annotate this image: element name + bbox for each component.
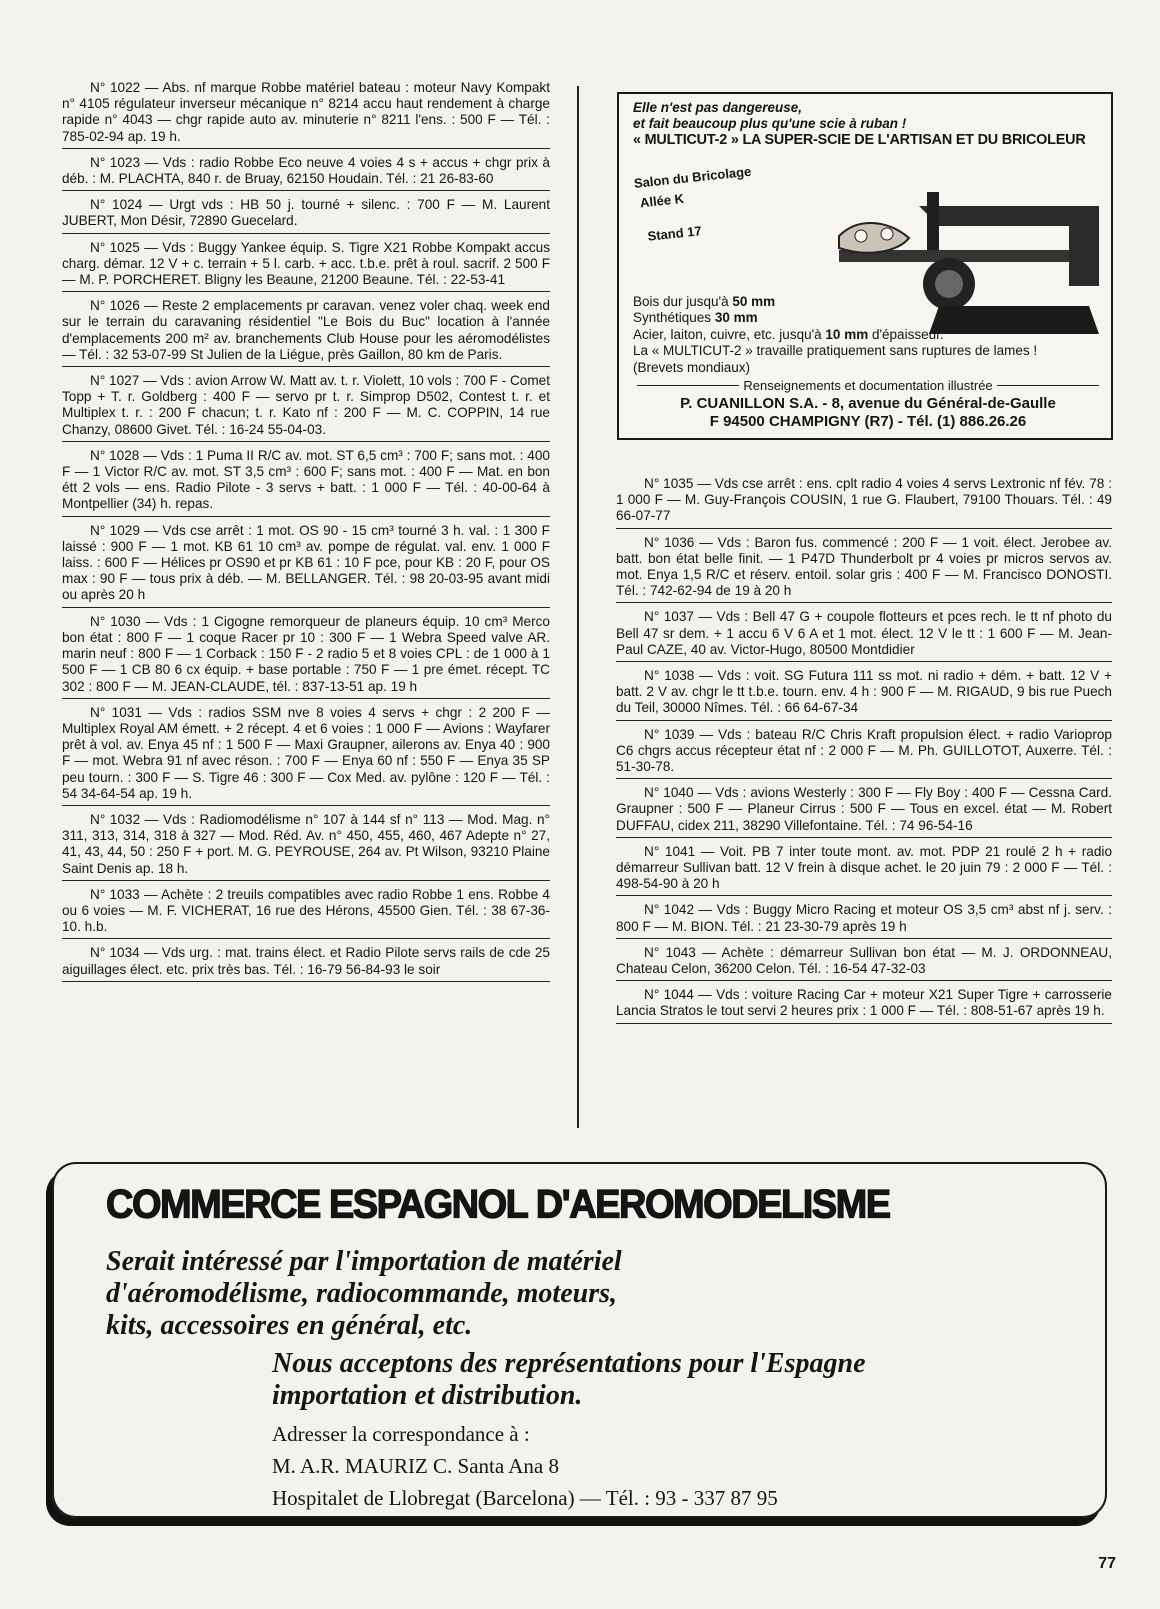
classified-ad: N° 1026 — Reste 2 emplacements pr caravan. venez voler chaq. week end sur le terrain du caravaning résidentiel "Le Bois du Buc" location à l'année d'emplacements 200 m² av. branchements Club House pour les aéromodélistes — Tél. : 32 53-07-99 St Julien de la Liégue, près Gaillon, 80 km de Paris. [62,298,550,367]
classified-ad: N° 1043 — Achète : démarreur Sullivan bon état — M. J. ORDONNEAU, Chateau Celon, 36200 Celon. Tél. : 16-54 47-32-03 [616,945,1112,981]
classified-ad: N° 1037 — Vds : Bell 47 G + coupole flotteurs et pces rech. le tt nf photo du Bell 47 sr dem. + 1 accu 6 V 6 A et 1 mot. élect. 12 V le tt : 1 600 F — M. Jean-Paul CAZE, 40 av. Victor-Hugo, 80500 Montdidier [616,609,1112,662]
headline-line-2: et fait beaucoup plus qu'une scie à ruban ! [633,116,907,131]
intro-line: Serait intéressé par l'importation de matériel [106,1246,622,1277]
classified-ad: N° 1039 — Vds : bateau R/C Chris Kraft propulsion élect. + radio Varioprop C6 chgrs accus récepteur état nf : 2 000 F — M. Ph. GUILLOTOT, Auxerre. Tél. : 51-30-78. [616,727,1112,780]
classified-ad: N° 1028 — Vds : 1 Puma II R/C av. mot. ST 6,5 cm³ : 700 F; sans mot. : 400 F — 1 Victor R/C av. mot. ST 3,5 cm³ : 600 F; sans mot. : 400 F — Mat. en bon étt 2 vols — ens. Radio Pilote - 3 servs + batt. : 1 000 F — Tél. : 40-00-64 à Montpellier (34) h. repas. [62,448,550,517]
salon-aisle: Allée K [639,190,685,211]
rule [637,385,739,387]
headline-line-1: Elle n'est pas dangereuse, [633,100,803,115]
espagnol-intro [106,1246,866,1342]
classified-ad: N° 1034 — Vds urg. : mat. trains élect. et Radio Pilote servs rails de cde 25 aiguillages élect. etc. prix très bas. Tél. : 16-79 56-84-93 le soir [62,945,550,981]
rule [997,385,1099,387]
multicut-headline [633,100,1103,148]
column-divider [577,86,579,1128]
classified-ad: N° 1029 — Vds cse arrêt : 1 mot. OS 90 - 15 cm³ tourné 3 h. val. : 1 300 F laissé : 900 F — 1 mot. KB 61 10 cm³ av. pompe de régulat. val. env. 1 000 F laiss. : 600 F — Hélices pr OS90 et pr KB 61 : 10 F pce, pour KB : 20 F, pour OS max : 90 F — tous prix à déb. — M. BELLANGER. Tél. : 98 20-03-95 avant midi ou après 20 h [62,523,550,608]
info-line [633,378,1103,393]
classified-ad: N° 1024 — Urgt vds : HB 50 j. tourné + silenc. : 700 F — M. Laurent JUBERT, Mon Désir, 72890 Guecelard. [62,197,550,233]
salon-stand: Stand 17 [646,223,703,244]
salon-name: Salon du Bricolage [633,163,752,191]
spec-label: Synthétiques [633,310,715,326]
spec-value: 50 mm [732,294,776,309]
intro-line: kits, accessoires en général, etc. [106,1310,473,1341]
intro-line: d'aéromodélisme, radiocommande, moteurs, [106,1278,617,1309]
spec-value: 10 mm [825,326,869,342]
classified-ad: N° 1038 — Vds : voit. SG Futura 111 ss mot. ni radio + dém. + batt. 12 V + batt. 2 V av. chgr le tt t.b.e. tourn. env. 4 h : 900 F — M. RIGAUD, 9 bis rue Puech du Teil, 30000 Nîmes. Tél. : 66 64-67-34 [616,668,1112,721]
spec-label: Bois dur jusqu'à [633,294,733,309]
classified-ad: N° 1031 — Vds : radios SSM nve 8 voies 4 servs + chgr : 2 200 F — Multiplex Royal AM émett. + 2 récept. 4 et 6 voies : 1 000 F — Avions : Wayfarer prêt à vol. av. Enya 45 nf : 1 500 F — Maxi Graupner, ailerons av. Enya 40 : 900 F — mot. Webra 91 nf avec réson. : 700 F — Enya 60 nf : 550 F — Enya 35 SP peu tourn. : 300 F — S. Tigre 46 : 300 F — Cox Med. av. pylône : 120 F — Tél. : 54 34-64-54 ap. 19 h. [62,705,550,806]
classified-ad: N° 1036 — Vds : Baron fus. commencé : 200 F — 1 voit. élect. Jerobee av. batt. bon état belle finit. — 1 P47D Thunderbolt pr 4 voies pr micros servos av. mot. Enya 1,5 R/C et réserv. entoil. solar gris : 400 F — M. Francisco DONOSTI. Tél. : 742-62-94 de 19 à 20 h [616,535,1112,604]
classified-ad: N° 1027 — Vds : avion Arrow W. Matt av. t. r. Violett, 10 vols : 700 F - Comet Topp + T. r. Goldberg : 400 F — servo pr t. r. Simprop D502, Contest t. r. et Multiplex t. r. : 200 F chacun; t. r. Kato nf : 200 F — M. C. COPPIN, 14 rue Chanzy, 08600 Givet. Tél. : 16-24 55-04-03. [62,373,550,442]
accept-line: importation et distribution. [272,1380,583,1411]
classified-ad: N° 1032 — Vds : Radiomodélisme n° 107 à 144 sf n° 113 — Mod. Mag. n° 311, 313, 314, 318 à 327 — Mod. Réd. Av. n° 450, 455, 460, 467 Adepte n° 27, 41, 43, 44, 50 : 250 F + port. M. G. PEYROUSE, 264 av. Pt Wilson, 93210 Plaine Saint Denis ap. 18 h. [62,812,550,881]
classified-ad: N° 1035 — Vds cse arrêt : ens. cplt radio 4 voies 4 servs Lextronic nf fév. 78 : 1 000 F — M. Guy-François COUSIN, 1 rue G. Flaubert, 79100 Thouars. Tél. : 49 66-07-77 [616,476,1112,529]
multicut-title: « MULTICUT-2 » LA SUPER-SCIE DE L'ARTISAN ET DU BRICOLEUR [633,132,1086,148]
classified-ad: N° 1030 — Vds : 1 Cigogne remorqueur de planeurs équip. 10 cm³ Merco bon état : 800 F — 1 coque Racer pr 10 : 300 F — 1 Webra Speed valve AR. marin neuf : 800 F — 1 Corback : 150 F - 2 radio 5 et 8 voies CPL : de 1 000 à 1 500 F — 1 CB 80 6 cx équip. + base portable : 750 F — 1 pre émet. récept. TC 302 : 800 F — M. JEAN-CLAUDE, tél. : 837-13-51 ap. 19 h [62,614,550,699]
contact-line: M. A.R. MAURIZ C. Santa Ana 8 [272,1454,560,1478]
espagnol-advert [52,1162,1107,1518]
spec-label: Acier, laiton, cuivre, etc. jusqu'à [633,326,826,342]
page-number: 77 [1098,1555,1116,1572]
address-line-1: P. CUANILLON S.A. - 8, avenue du Général-de-Gaulle [680,395,1056,412]
multicut-specs [633,294,1103,376]
address-line-2: F 94500 CHAMPIGNY (R7) - Tél. (1) 886.26.26 [709,413,1027,430]
spec-note: La « MULTICUT-2 » travaille pratiquement sans ruptures de lames ! [633,343,1038,359]
accept-line: Nous acceptons des représentations pour l'Espagne [272,1348,866,1379]
patent-note: (Brevets mondiaux) [633,359,751,375]
contact-line: Adresser la correspondance à : [272,1422,530,1446]
multicut-advert [617,92,1113,440]
espagnol-acceptance [272,1348,1072,1412]
info-label: Renseignements et documentation illustrée [743,378,993,393]
classified-ad: N° 1040 — Vds : avions Westerly : 300 F — Fly Boy : 400 F — Cessna Card. Graupner : 500 F — Planeur Cirrus : 500 F — Tous en excel. état — M. Robert DUFFAU, cidex 211, 38290 Villefontaine. Tél. : 74 96-54-16 [616,785,1112,838]
classified-ad: N° 1044 — Vds : voiture Racing Car + moteur X21 Super Tigre + carrosserie Lancia Stratos le tout servi 2 heures prix : 1 000 F — Tél. : 808-51-67 après 19 h. [616,987,1112,1023]
espagnol-contact [272,1418,1072,1514]
multicut-address [633,395,1103,431]
classified-ad: N° 1023 — Vds : radio Robbe Eco neuve 4 voies 4 s + accus + chgr prix à déb. : M. PLACHTA, 840 r. de Bruay, 62150 Houdain. Tél. : 21 26-83-60 [62,155,550,191]
contact-line: Hospitalet de Llobregat (Barcelona) — Tél. : 93 - 337 87 95 [272,1486,778,1510]
right-classifieds-column [616,476,1112,1030]
spec-suffix: d'épaisseur. [868,326,944,342]
classified-ad: N° 1042 — Vds : Buggy Micro Racing et moteur OS 3,5 cm³ abst nf j. serv. : 800 F — M. BION. Tél. : 21 23-30-79 après 19 h [616,902,1112,938]
classified-ad: N° 1022 — Abs. nf marque Robbe matériel bateau : moteur Navy Kompakt n° 4105 régulateur inverseur mécanique n° 8214 accu haut rendement à charge rapide n° 4043 — chgr rapide auto av. minuterie n° 8211 l'ens. : 500 F — Tél. : 785-02-94 ap. 19 h. [62,80,550,149]
espagnol-title: COMMERCE ESPAGNOL D'AEROMODELISME [106,1182,890,1228]
classified-ad: N° 1025 — Vds : Buggy Yankee équip. S. Tigre X21 Robbe Kompakt accus charg. démar. 12 V + c. terrain + 5 l. carb. + acc. t.b.e. prêt à roul. sacrif. 2 500 F — M. P. PORCHERET. Bligny les Beaune, 21200 Beaune. Tél. : 22-53-41 [62,240,550,293]
spec-value: 30 mm [714,310,758,326]
left-classifieds-column [62,80,550,988]
classified-ad: N° 1033 — Achète : 2 treuils compatibles avec radio Robbe 1 ens. Robbe 4 ou 6 voies — M. F. VICHERAT, 16 rue des Hérons, 45500 Gien. Tél. : 38 67-36-10. h.b. [62,887,550,940]
classified-ad: N° 1041 — Voit. PB 7 inter toute mont. av. mot. PDP 21 roulé 2 h + radio démarreur Sullivan batt. 12 V frein à disque achet. le 20 juin 79 : 2 000 F — Tél. : 498-54-90 à 20 h [616,844,1112,897]
